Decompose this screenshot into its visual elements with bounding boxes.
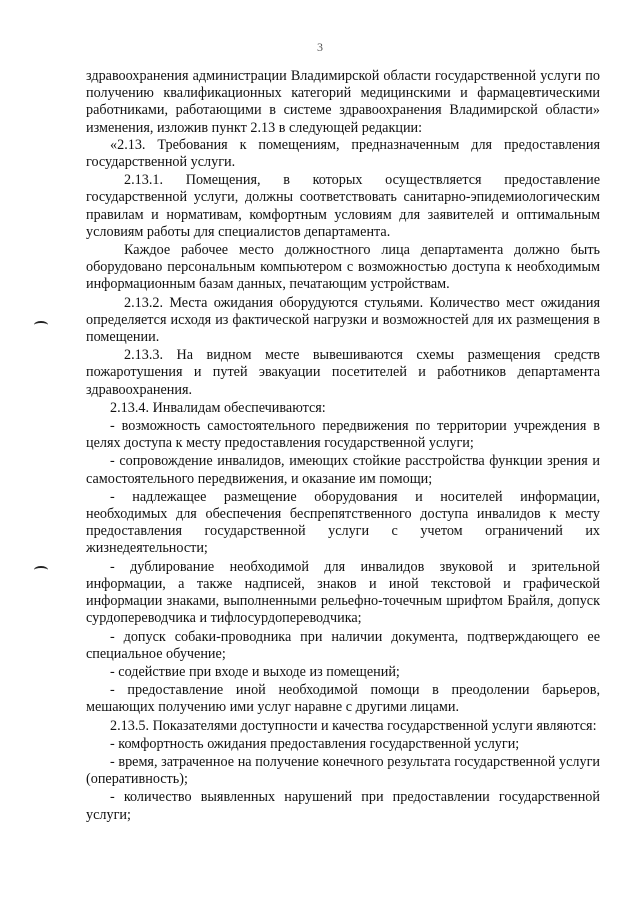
paragraph-2-13-3: 2.13.3. На видном месте вывешиваются схемы размещения средств пожаротушения и путей эвакуации посетителей и работников департамента здравоохранения. — [86, 347, 600, 398]
list-item-duplication: - дублирование необходимой для инвалидов звуковой и зрительной информации, а также надписей, знаков и иной текстовой и графической информации знаками, выполненными рельефно-точечным шрифтом Брайля, допуск сурдопереводчика и тифлосурдопереводчика; — [86, 558, 600, 627]
paragraph-2-13-5: 2.13.5. Показателями доступности и качества государственной услуги являются: — [110, 717, 597, 734]
list-item-waiting-comfort: - комфортность ожидания предоставления государственной услуги; — [110, 735, 520, 752]
list-item-escort: - сопровождение инвалидов, имеющих стойкие расстройства функции зрения и самостоятельного передвижения, и оказание им помощи; — [86, 453, 600, 487]
paragraph-2-13-1: 2.13.1. Помещения, в которых осуществляется предоставление государственной услуги, должны соответствовать санитарно-эпидемиологическим правилам и нормативам, комфортным условиям для заявителей и оптимальным условиям работы для специалистов департамента. — [86, 172, 600, 240]
paragraph-2-13-title: «2.13. Требования к помещениям, предназначенным для предоставления государственной услуги. — [86, 136, 600, 171]
list-item-other-help: - предоставление иной необходимой помощи в преодолении барьеров, мешающих получению ими услуг наравне с другими лицами. — [86, 682, 600, 716]
list-item-movement: - возможность самостоятельного передвижения по территории учреждения в целях доступа к месту предоставления государственной услуги; — [86, 418, 600, 452]
list-item-guide-dog: - допуск собаки-проводника при наличии документа, подтверждающего ее специальное обучение; — [86, 628, 600, 662]
scan-mark-lower — [34, 566, 48, 574]
paragraph-2-13-2: 2.13.2. Места ожидания оборудуются стульями. Количество мест ожидания определяется исходя из фактической нагрузки и возможностей для их размещения в помещении. — [86, 294, 600, 346]
scan-mark-upper — [34, 321, 48, 329]
document-body — [86, 68, 600, 824]
paragraph-workplace: Каждое рабочее место должностного лица департамента должно быть оборудовано персональным компьютером с возможностью доступа к необходимым информационным базам данных, печатающим устройствам. — [86, 242, 600, 293]
list-item-equipment: - надлежащее размещение оборудования и носителей информации, необходимых для обеспечения беспрепятственного доступа инвалидов к месту предоставления государственной услуги с учетом ограничений их жизнедеятельности; — [86, 488, 600, 557]
paragraph-2-13-4: 2.13.4. Инвалидам обеспечиваются: — [110, 399, 326, 416]
list-item-entry-assist: - содействие при входе и выходе из помещений; — [110, 663, 400, 680]
paragraph-intro: здравоохранения администрации Владимирской области государственной услуги по получению квалификационных категорий медицинскими и фармацевтическими работниками, работающими в системе здравоохранения Владимирской области» изменения, изложив пункт 2.13 в следующей редакции: — [86, 68, 600, 136]
list-item-violations: - количество выявленных нарушений при предоставлении государственной услуги; — [86, 789, 600, 823]
page-number: 3 — [317, 40, 323, 54]
list-item-time-spent: - время, затраченное на получение конечного результата государственной услуги (оперативность); — [86, 753, 600, 788]
